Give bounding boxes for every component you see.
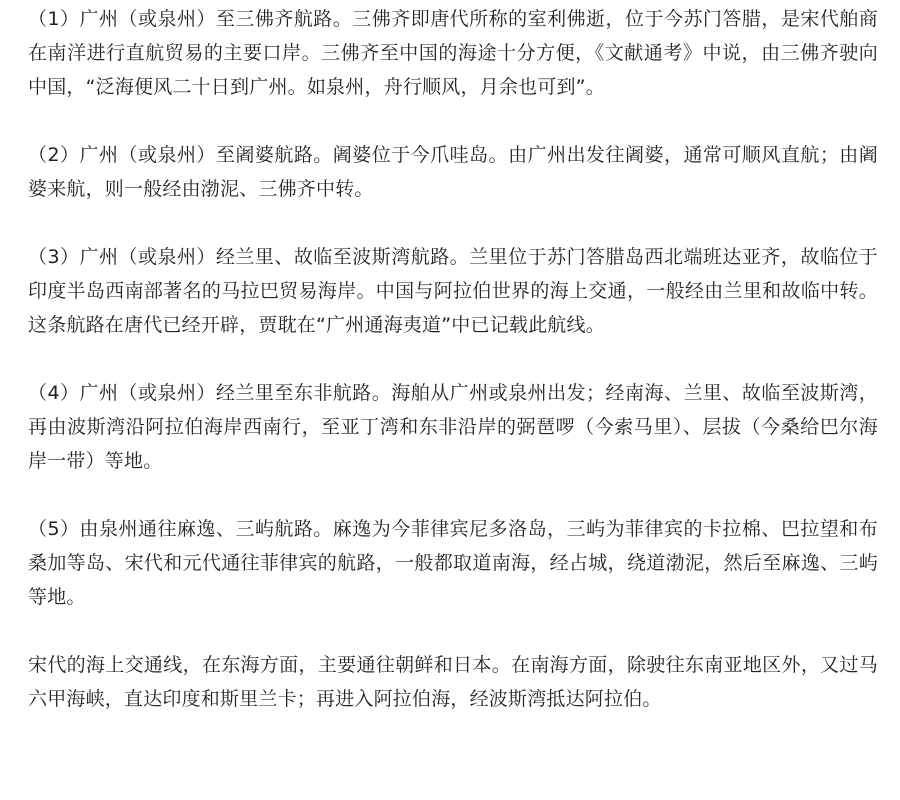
paragraph-route-5: （5）由泉州通往麻逸、三屿航路。麻逸为今菲律宾尼多洛岛，三屿为菲律宾的卡拉棉、巴拉望和布桑加等岛、宋代和元代通往菲律宾的航路，一般都取道南海，经占城，绕道渤泥，然后至麻逸、三屿等地。 [28, 518, 878, 608]
paragraph-route-1: （1）广州（或泉州）至三佛齐航路。三佛齐即唐代所称的室利佛逝，位于今苏门答腊，是宋代舶商在南洋进行直航贸易的主要口岸。三佛齐至中国的海途十分方便，《文献通考》中说，由三佛齐驶向中国，“泛海便风二十日到广州。如泉州，舟行顺风，月余也可到”。 [28, 8, 878, 98]
paragraph-summary: 宋代的海上交通线，在东海方面，主要通往朝鲜和日本。在南海方面，除驶往东南亚地区外，又过马六甲海峡，直达印度和斯里兰卡；再进入阿拉伯海，经波斯湾抵达阿拉伯。 [28, 654, 878, 710]
paragraph-route-2: （2）广州（或泉州）至阇婆航路。阇婆位于今爪哇岛。由广州出发往阇婆，通常可顺风直航；由阇婆来航，则一般经由渤泥、三佛齐中转。 [28, 144, 878, 200]
paragraph-route-4: （4）广州（或泉州）经兰里至东非航路。海舶从广州或泉州出发；经南海、兰里、故临至波斯湾，再由波斯湾沿阿拉伯海岸西南行，至亚丁湾和东非沿岸的弼琶啰（今索马里）、层拔（今桑给巴尔海岸一带）等地。 [28, 382, 878, 472]
paragraph-route-3: （3）广州（或泉州）经兰里、故临至波斯湾航路。兰里位于苏门答腊岛西北端班达亚齐，故临位于印度半岛西南部著名的马拉巴贸易海岸。中国与阿拉伯世界的海上交通，一般经由兰里和故临中转。这条航路在唐代已经开辟，贾耽在“广州通海夷道”中已记载此航线。 [28, 246, 878, 336]
